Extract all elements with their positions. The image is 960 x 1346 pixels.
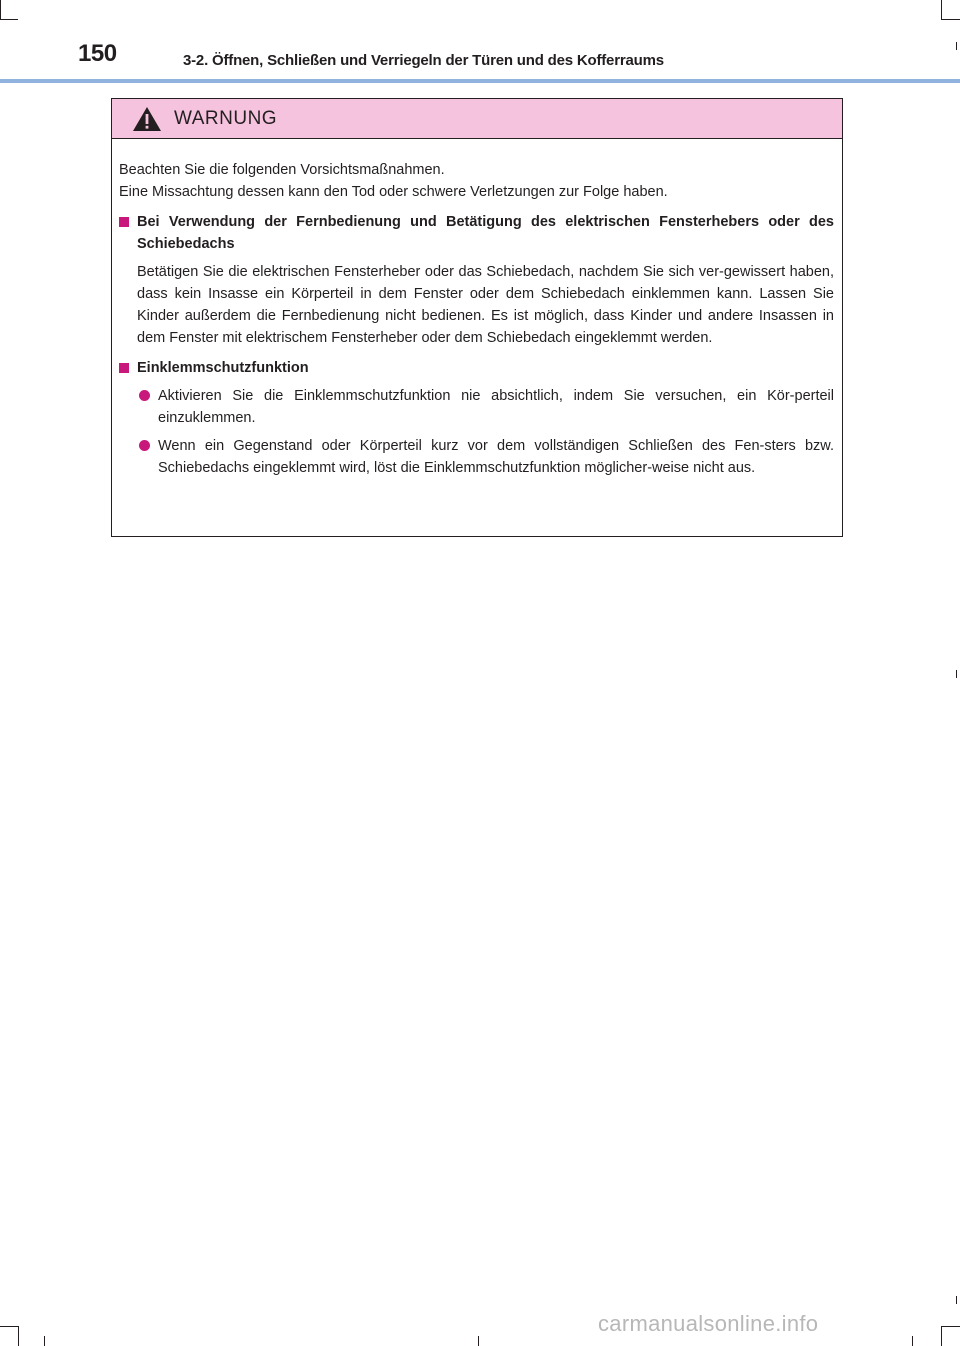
section-remote-control	[119, 211, 834, 349]
list-item	[137, 385, 834, 429]
header-rule	[0, 79, 960, 83]
page-number: 150	[78, 40, 117, 67]
crop-mark	[912, 1336, 913, 1346]
section-jam-protection	[119, 357, 834, 479]
square-bullet-icon	[119, 217, 129, 227]
square-bullet-icon	[119, 363, 129, 373]
crop-mark	[956, 42, 957, 50]
crop-mark	[0, 1326, 18, 1327]
crop-mark	[941, 19, 960, 20]
list-item-text: Wenn ein Gegenstand oder Körperteil kurz vor dem vollständigen Schließen des Fen-sters bzw. Schiebedachs eingeklemmt wird, löst die Einklemmschutzfunktion möglicher-weise nicht aus.	[158, 438, 834, 476]
warning-triangle-icon	[132, 106, 162, 132]
crop-mark	[0, 0, 1, 20]
crop-mark	[18, 1326, 19, 1346]
dot-bullet-icon	[139, 390, 150, 401]
intro-line: Eine Missachtung dessen kann den Tod oder schwere Verletzungen zur Folge haben.	[119, 184, 668, 200]
warning-body	[112, 139, 842, 479]
crop-mark	[44, 1336, 45, 1346]
list-item-text: Aktivieren Sie die Einklemmschutzfunktion nie absichtlich, indem Sie versuchen, ein Kör-perteil einzuklemmen.	[158, 388, 834, 426]
section-heading-text: Einklemmschutzfunktion	[137, 360, 309, 376]
list-item	[137, 435, 834, 479]
dot-bullet-icon	[139, 440, 150, 451]
crop-mark	[0, 19, 18, 20]
section-heading	[119, 357, 834, 379]
warning-title: WARNUNG	[174, 107, 278, 129]
warning-box	[111, 98, 843, 537]
warning-header	[112, 99, 842, 139]
crop-mark	[941, 0, 942, 20]
section-title: 3-2. Öffnen, Schließen und Verriegeln der Türen und des Kofferraums	[183, 52, 664, 69]
warning-intro	[119, 159, 834, 203]
crop-mark	[956, 670, 957, 678]
section-paragraph: Betätigen Sie die elektrischen Fensterheber oder das Schiebedach, nachdem Sie sich ver-gewissert haben, dass kein Insasse ein Körperteil in dem Fenster oder dem Schiebedach einklemmen kann. Lassen Sie Kinder außerdem die Fernbedienung nicht bedienen. Es ist möglich, dass Kinder und andere Insassen in dem Fenster mit elektrischem Fensterheber oder dem Schiebedach eingeklemmt werden.	[137, 264, 834, 346]
intro-line: Beachten Sie die folgenden Vorsichtsmaßnahmen.	[119, 162, 445, 178]
crop-mark	[941, 1326, 960, 1327]
crop-mark	[956, 1296, 957, 1304]
section-heading-text: Bei Verwendung der Fernbedienung und Betätigung des elektrischen Fensterhebers oder des Schiebedachs	[137, 214, 834, 252]
crop-mark	[941, 1326, 942, 1346]
watermark[interactable]: carmanualsonline.info	[598, 1311, 819, 1336]
section-heading	[119, 211, 834, 255]
crop-mark	[478, 1336, 479, 1346]
